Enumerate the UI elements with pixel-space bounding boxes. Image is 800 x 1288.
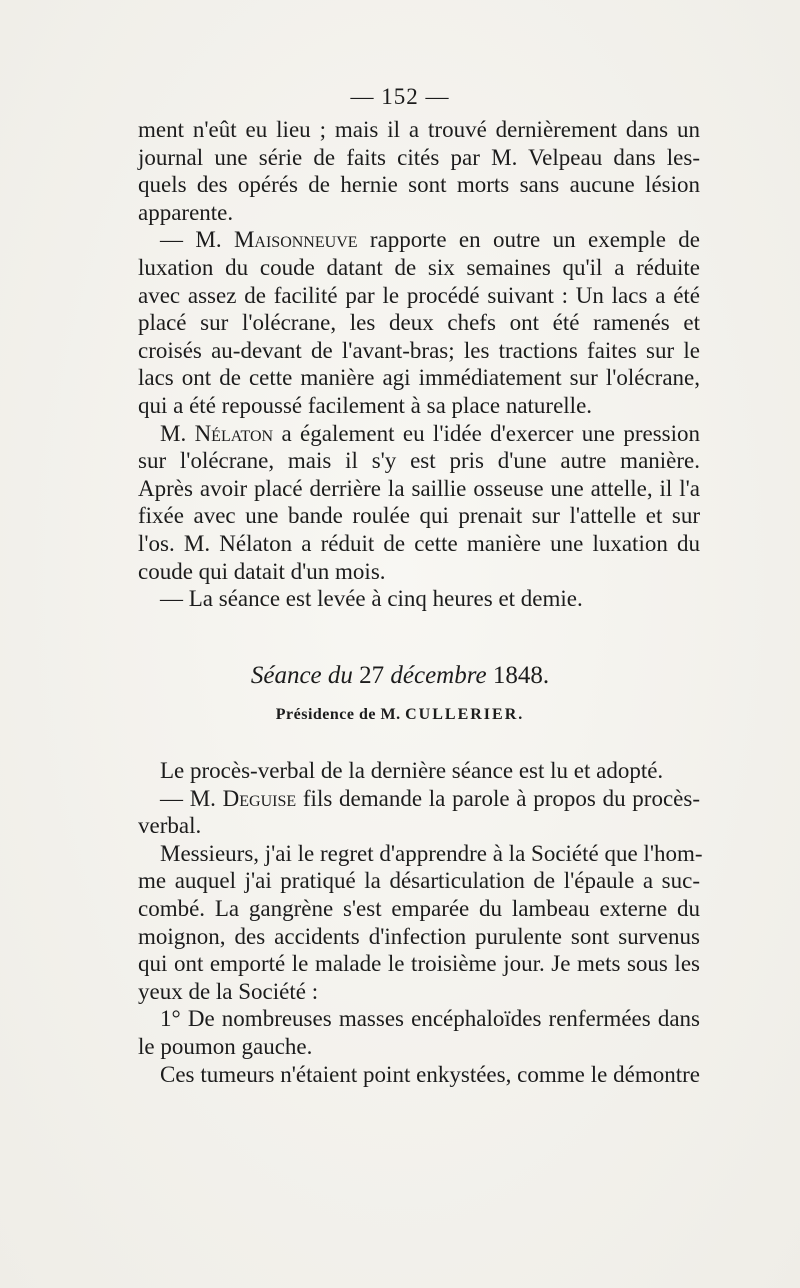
text-line: [138, 1061, 700, 1089]
text-line: [138, 1033, 700, 1061]
text-line: [138, 502, 700, 530]
text-line: [138, 226, 700, 254]
person-name: Deguise: [222, 785, 297, 811]
presidency-name: CULLERIER.: [405, 706, 525, 723]
text-line-content: qui ont emporté le malade le troisième jour. Je mets sous les: [138, 951, 700, 977]
page-number: — 152 —: [350, 84, 450, 109]
text-line: [138, 420, 700, 448]
text-line: [138, 144, 700, 172]
text-line-content: 1° De nombreuses masses encéphaloïdes renfermées dans: [160, 1006, 700, 1032]
text-line: [138, 530, 700, 558]
presidency-line: [0, 706, 800, 724]
text-line-content: — M.: [160, 227, 234, 253]
text-line-content: coude qui datait d'un mois.: [138, 558, 386, 584]
text-line-content: apparente.: [138, 199, 234, 225]
text-line-content: croisés au-devant de l'avant-bras; les tractions faites sur le: [138, 337, 700, 363]
text-line-content: Après avoir placé derrière la saillie osseuse une attelle, il l'a: [138, 475, 700, 501]
text-line: [138, 840, 703, 868]
text-line-content: M.: [160, 420, 195, 446]
text-line: [138, 282, 700, 310]
text-line: [138, 171, 700, 199]
text-line: [138, 558, 700, 586]
text-line: [138, 1005, 700, 1033]
text-line-content: Ces tumeurs n'étaient point enkystées, comme le démontre: [160, 1061, 700, 1087]
text-line-continuation: fils demande la parole à propos du procès-: [296, 785, 700, 811]
text-line-content: — La séance est levée à cinq heures et demie.: [160, 586, 583, 612]
person-name: Maisonneuve: [233, 227, 358, 253]
text-line-content: avec assez de facilité par le procédé suivant : Un lacs a été: [138, 282, 700, 308]
text-line-content: yeux de la Société :: [138, 978, 319, 1004]
text-line: [138, 475, 700, 503]
session-title-prefix: Séance du: [250, 662, 353, 689]
session-title-day: 27: [352, 662, 391, 689]
text-line-content: le poumon gauche.: [138, 1033, 313, 1059]
text-line-content: ment n'eût eu lieu ; mais il a trouvé dernièrement dans un: [138, 117, 700, 142]
text-line-content: — M.: [160, 785, 223, 811]
text-line: [138, 254, 700, 282]
person-name: Nélaton: [194, 420, 274, 446]
text-line: [138, 116, 700, 144]
presidency-label: Présidence de M.: [275, 706, 406, 723]
body-text-block-1: [138, 116, 700, 613]
text-line: [138, 867, 700, 895]
text-line: [138, 364, 700, 392]
text-line-content: Le procès-verbal de la dernière séance est lu et adopté.: [160, 758, 664, 783]
text-line-content: qui a été repoussé facilement à sa place naturelle.: [138, 392, 593, 418]
text-line-content: journal une série de faits cités par M. Velpeau dans les-: [138, 144, 700, 170]
text-line: [138, 585, 700, 613]
session-title: [0, 662, 800, 690]
text-line-continuation: rapporte en outre un exemple de: [357, 227, 700, 253]
text-line-content: Messieurs, j'ai le regret d'apprendre à la Société que l'hom-: [160, 840, 703, 866]
text-line-continuation: a également eu l'idée d'exercer une pression: [273, 420, 700, 446]
text-line: [138, 923, 700, 951]
text-line-content: placé sur l'olécrane, les deux chefs ont été ramenés et: [138, 310, 700, 336]
text-line: [138, 978, 700, 1006]
text-line-content: moignon, des accidents d'infection purulente sont survenus: [138, 923, 700, 949]
text-line: [138, 447, 700, 475]
text-line-content: quels des opérés de hernie sont morts sans aucune lésion: [138, 172, 700, 198]
text-line: [138, 337, 700, 365]
text-line: [138, 309, 700, 337]
session-title-year: 1848.: [486, 662, 550, 689]
text-line: [138, 392, 700, 420]
text-line: [138, 757, 700, 785]
text-line-content: luxation du coude datant de six semaines qu'il a réduite: [138, 254, 700, 280]
body-text-block-2: [138, 757, 703, 1088]
session-title-month: décembre: [390, 662, 487, 689]
text-line-content: sur l'olécrane, mais il s'y est pris d'une autre manière.: [138, 448, 700, 474]
text-line-content: me auquel j'ai pratiqué la désarticulation de l'épaule a suc-: [138, 868, 700, 894]
text-line-content: combé. La gangrène s'est emparée du lambeau externe du: [138, 895, 700, 921]
text-line-content: lacs ont de cette manière agi immédiatement sur l'olécrane,: [138, 365, 700, 391]
text-line-content: verbal.: [138, 813, 202, 839]
text-line: [138, 785, 700, 813]
text-line: [138, 199, 700, 227]
text-line: [138, 812, 700, 840]
text-line: [138, 895, 700, 923]
text-line-content: fixée avec une bande roulée qui prenait sur l'attelle et sur: [138, 503, 700, 529]
text-line-content: l'os. M. Nélaton a réduit de cette manière une luxation du: [138, 530, 700, 556]
text-line: [138, 950, 700, 978]
